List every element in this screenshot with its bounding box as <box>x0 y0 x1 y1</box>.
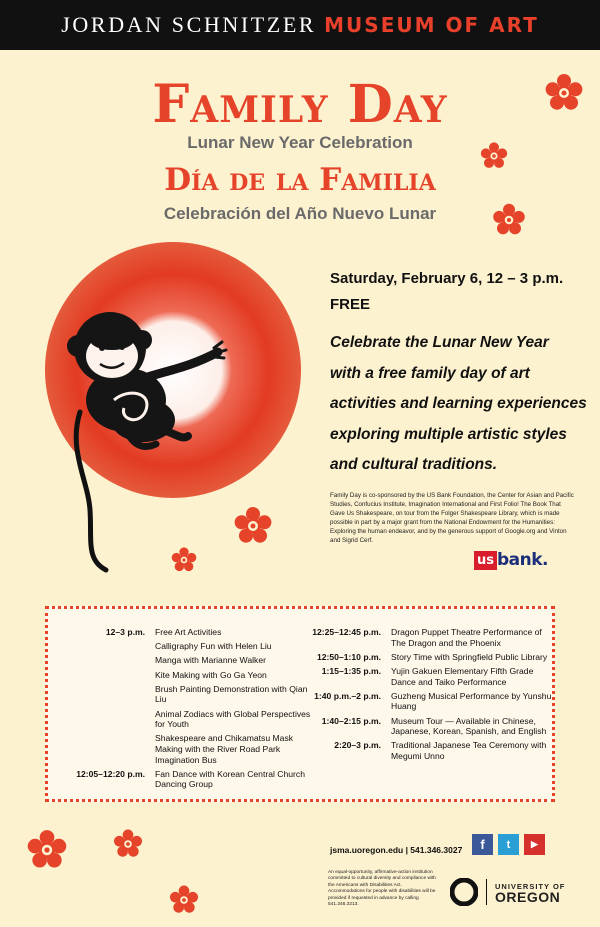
university-logo <box>450 878 565 906</box>
flower-icon <box>491 202 527 238</box>
schedule-time: 1:15–1:35 p.m. <box>321 665 381 676</box>
description-line: and cultural traditions. <box>330 456 498 473</box>
schedule-event: Shakespeare and Chikamatsu Mask Making with the River Road Park Imagination Bus <box>155 733 294 765</box>
usbank-logo <box>474 550 548 570</box>
event-description <box>330 328 587 481</box>
museum-name-bold: MUSEUM OF ART <box>324 13 539 37</box>
flower-icon <box>479 141 509 171</box>
facebook-icon[interactable]: f <box>472 834 493 855</box>
schedule-row <box>73 655 318 666</box>
schedule-event: Traditional Japanese Tea Ceremony with Megumi Unno <box>391 740 547 761</box>
social-links <box>472 834 545 855</box>
schedule-row <box>311 740 556 761</box>
flower-icon <box>543 72 585 114</box>
schedule-row <box>73 627 318 638</box>
schedule-event: Guzheng Musical Performance by Yunshu Huang <box>391 690 552 712</box>
university-line2: OREGON <box>495 889 561 905</box>
event-price: FREE <box>330 296 371 313</box>
description-line: with a free family day of art <box>330 364 530 382</box>
schedule-time <box>73 684 155 705</box>
schedule-time: 1:40 p.m.–2 p.m. <box>314 690 381 701</box>
usbank-bank: bank. <box>497 550 549 570</box>
usbank-us: us <box>474 551 497 570</box>
schedule-row <box>311 716 556 737</box>
schedule-row <box>311 652 556 663</box>
schedule-event: Story Time with Springfield Public Library <box>391 651 548 662</box>
subtitle-english: Lunar New Year Celebration <box>187 133 413 152</box>
university-line1: UNIVERSITY OF <box>495 882 566 891</box>
oregon-o-icon <box>450 878 478 906</box>
museum-header <box>0 0 600 50</box>
schedule-row <box>311 666 556 687</box>
schedule-time: 12:25–12:45 p.m. <box>312 627 381 637</box>
museum-name-serif: JORDAN SCHNITZER <box>61 12 317 37</box>
schedule-time: 12:50–1:10 p.m. <box>316 651 381 662</box>
schedule-row <box>73 709 318 730</box>
schedule-event: Fan Dance with Korean Central Church Dancing Group <box>155 768 305 790</box>
schedule-time: 12:05–12:20 p.m. <box>76 768 145 779</box>
schedule-time <box>73 709 155 730</box>
title-english: Family Day <box>152 74 448 135</box>
monkey-illustration <box>28 240 318 580</box>
schedule-row <box>73 684 318 705</box>
schedule-event: Manga with Marianne Walker <box>155 655 266 666</box>
twitter-icon[interactable]: t <box>498 834 519 855</box>
schedule-left-column <box>73 627 318 793</box>
schedule-event: Animal Zodiacs with Global Perspectives for Youth <box>155 708 311 730</box>
schedule-row <box>73 670 318 681</box>
title-spanish: Día de la Familia <box>164 162 436 198</box>
description-line: Celebrate the Lunar New Year <box>330 334 549 351</box>
university-name <box>495 881 565 903</box>
sponsor-text: Family Day is co-sponsored by the US Bank Foundation, the Center for Asian and Pacific Studies, Confucius Institute, Imagination International and First Folio! The Book That Gave Us Shakespeare, on tour from the Folger Shakespeare Library, which is made possible in part by a major grant from the National Endowment for the Humanities: Exploring the human endeavor, and by the generous support of Google.org and Vinton and Sigrid Cerf. <box>330 492 574 544</box>
schedule-time: 1:40–2:15 p.m. <box>321 715 381 726</box>
flower-icon <box>112 828 144 860</box>
schedule-time: 2:20–3 p.m. <box>334 740 381 751</box>
schedule-event: Brush Painting Demonstration with Qian Liu <box>155 683 308 705</box>
schedule-row <box>311 691 556 712</box>
flower-icon <box>25 828 69 872</box>
schedule-row <box>73 641 318 652</box>
schedule-right-column <box>311 627 556 765</box>
schedule-row <box>73 733 318 765</box>
schedule-box <box>45 606 555 802</box>
schedule-event: Free Art Activities <box>155 627 222 637</box>
contact-info[interactable]: jsma.uoregon.edu | 541.346.3027 <box>330 845 463 855</box>
schedule-event: Dragon Puppet Theatre Performance of The Dragon and the Phoenix <box>391 627 542 648</box>
schedule-time <box>73 670 155 681</box>
flower-icon <box>168 884 200 916</box>
schedule-event: Yujin Gakuen Elementary Fifth Grade Dance and Taiko Performance <box>391 665 534 687</box>
event-date: Saturday, February 6, 12 – 3 p.m. <box>330 270 564 287</box>
schedule-event: Kite Making with Go Ga Yeon <box>155 669 267 680</box>
schedule-time <box>73 641 155 652</box>
schedule-time: 12–3 p.m. <box>105 627 145 637</box>
subtitle-spanish: Celebración del Año Nuevo Lunar <box>163 204 437 223</box>
youtube-icon[interactable]: ▶ <box>524 834 545 855</box>
schedule-row <box>73 769 318 790</box>
description-line: activities and learning experiences <box>330 395 587 412</box>
schedule-event: Museum Tour — Available in Chinese, Japanese, Korean, Spanish, and English <box>391 715 547 737</box>
schedule-row <box>311 627 556 648</box>
schedule-time <box>73 655 155 666</box>
logo-divider <box>486 879 487 905</box>
eeo-statement: An equal-opportunity, affirmative-action institution committed to cultural diversity and compliance with the Americans with Disabilities Act. Accommodations for people with disabilities will be provided if requested in advance by calling 541.346.3213. <box>328 870 436 908</box>
schedule-time <box>73 733 155 765</box>
schedule-event: Calligraphy Fun with Helen Liu <box>155 641 272 652</box>
description-line: exploring multiple artistic styles <box>330 425 567 443</box>
